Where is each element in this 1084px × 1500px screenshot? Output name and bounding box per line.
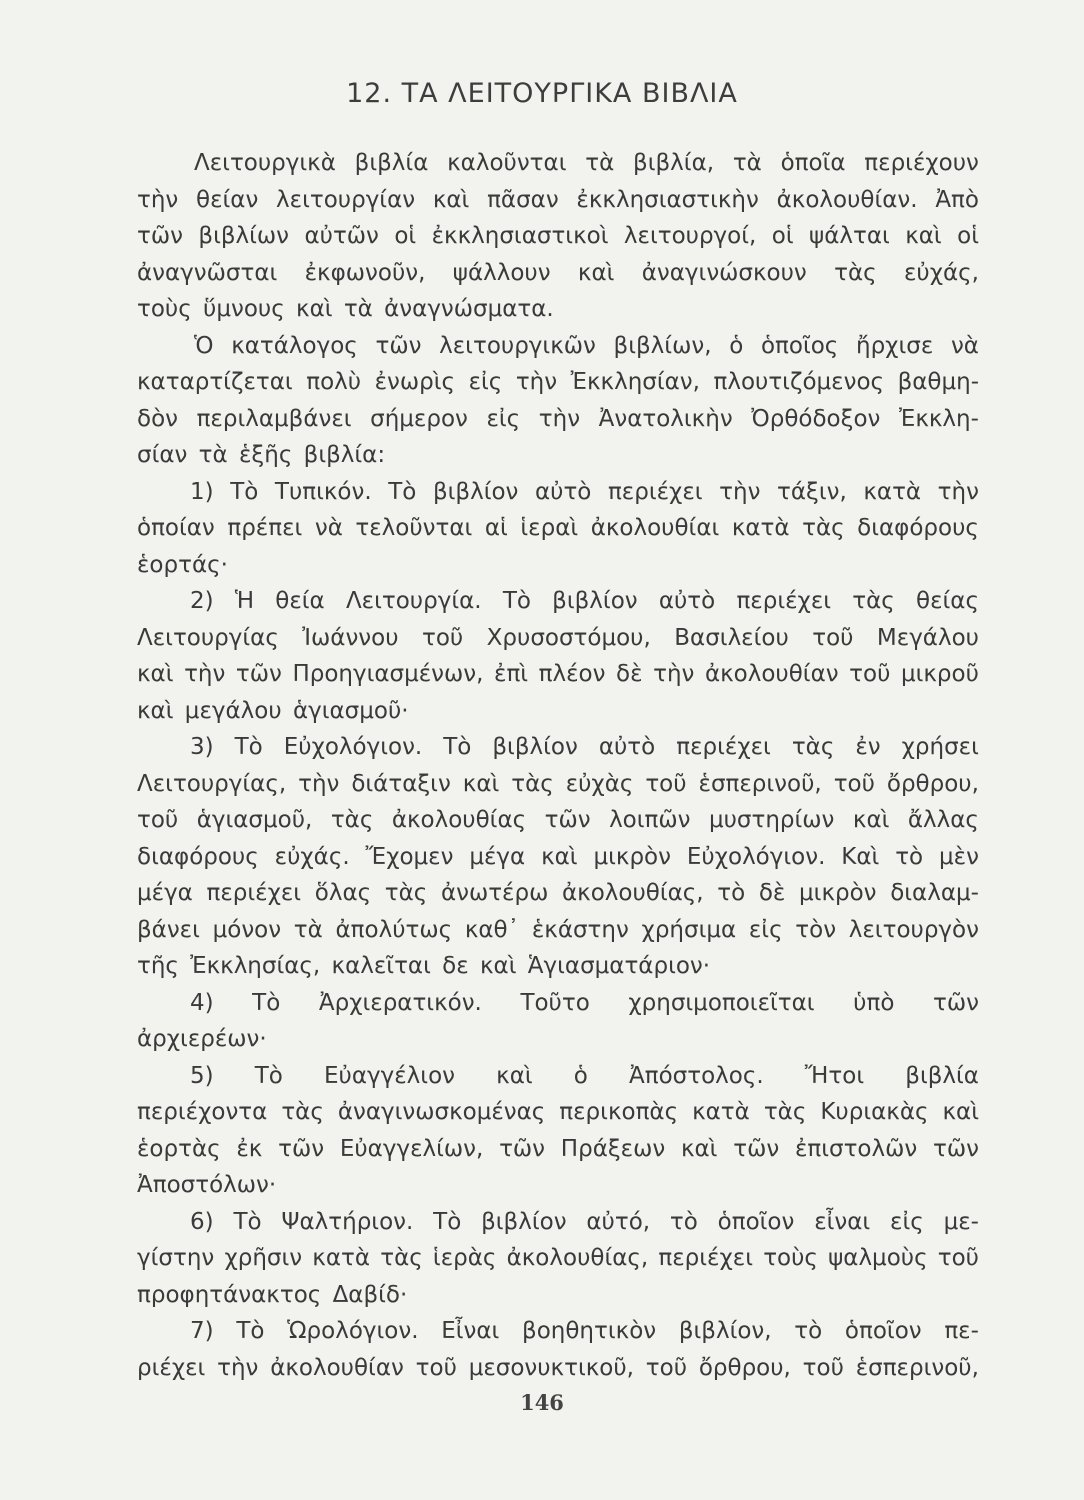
text-line: ἀρχιερέων· (137, 1026, 267, 1052)
text-line: ριέχει τὴν ἀκολουθίαν τοῦ μεσονυκτικοῦ, τοῦ ὄρθρου, τοῦ ἑσπερινοῦ, (137, 1354, 979, 1381)
text-line: καὶ τὴν τῶν Προηγιασμένων, ἐπὶ πλέον δὲ τὴν ἀκολουθίαν τοῦ μικροῦ (137, 661, 979, 687)
text-line: γίστην χρῆσιν κατὰ τὰς ἱερὰς ἀκολουθίας, περιέχει τοὺς ψαλμοὺς τοῦ (137, 1245, 979, 1271)
text-line: δὸν περιλαμβάνει σήμερον εἰς τὴν Ἀνατολικὴν Ὀρθόδοξον Ἐκκλη- (137, 405, 979, 432)
text-line: 5) Τὸ Εὐαγγέλιον καὶ ὁ Ἀπόστολος. Ἤτοι βιβλία (190, 1062, 979, 1089)
text-line: 7) Τὸ Ὡρολόγιον. Εἶναι βοηθητικὸν βιβλίον, τὸ ὁποῖον πε- (190, 1318, 979, 1344)
text-line: ὁποίαν πρέπει νὰ τελοῦνται αἱ ἱεραὶ ἀκολουθίαι κατὰ τὰς διαφόρους (137, 515, 979, 541)
text-line: σίαν τὰ ἑξῆς βιβλία: (137, 442, 386, 468)
text-line: προφητάνακτος Δαβίδ· (137, 1281, 408, 1308)
text-line: 6) Τὸ Ψαλτήριον. Τὸ βιβλίον αὐτό, τὸ ὁποῖον εἶναι εἰς με- (190, 1208, 979, 1235)
body-text (137, 145, 979, 1386)
text-line: 1) Τὸ Τυπικόν. Τὸ βιβλίον αὐτὸ περιέχει τὴν τάξιν, κατὰ τὴν (190, 478, 979, 505)
text-line: ἑορτὰς ἐκ τῶν Εὐαγγελίων, τῶν Πράξεων καὶ τῶν ἐπιστολῶν τῶν (137, 1135, 979, 1162)
text-line: βάνει μόνον τὰ ἀπολύτως καθ᾽ ἑκάστην χρήσιμα εἰς τὸν λειτουργὸν (137, 916, 979, 943)
page-number: 146 (520, 1390, 564, 1415)
text-line: μέγα περιέχει ὅλας τὰς ἀνωτέρω ἀκολουθίας, τὸ δὲ μικρὸν διαλαμ- (137, 880, 979, 906)
text-line: 4) Τὸ Ἀρχιερατικόν. Τοῦτο χρησιμοποιεῖται ὑπὸ τῶν (190, 989, 979, 1016)
text-line: Λειτουργίας Ἰωάννου τοῦ Χρυσοστόμου, Βασιλείου τοῦ Μεγάλου (137, 624, 979, 651)
text-line: τοῦ ἁγιασμοῦ, τὰς ἀκολουθίας τῶν λοιπῶν μυστηρίων καὶ ἄλλας (137, 807, 979, 833)
text-line: καταρτίζεται πολὺ ἐνωρὶς εἰς τὴν Ἐκκλησίαν, πλουτιζόμενος βαθμη- (137, 369, 979, 395)
text-line: Ἀποστόλων· (137, 1172, 277, 1198)
text-line: περιέχοντα τὰς ἀναγινωσκομένας περικοπὰς κατὰ τὰς Κυριακὰς καὶ (137, 1099, 979, 1125)
text-line: Λειτουργικὰ βιβλία καλοῦνται τὰ βιβλία, τὰ ὁποῖα περιέχουν (194, 150, 979, 176)
text-line: τὴν θείαν λειτουργίαν καὶ πᾶσαν ἐκκλησιαστικὴν ἀκολουθίαν. Ἀπὸ (137, 186, 979, 213)
chapter-title: 12. ΤΑ ΛΕΙΤΟΥΡΓΙΚΑ ΒΙΒΛΙΑ (346, 78, 738, 109)
text-line: καὶ μεγάλου ἁγιασμοῦ· (137, 697, 409, 724)
text-line: 3) Τὸ Εὐχολόγιον. Τὸ βιβλίον αὐτὸ περιέχει τὰς ἐν χρήσει (190, 734, 979, 760)
text-line: διαφόρους εὐχάς. Ἔχομεν μέγα καὶ μικρὸν Εὐχολόγιον. Καὶ τὸ μὲν (137, 843, 979, 870)
text-line: ἀναγνῶσται ἐκφωνοῦν, ψάλλουν καὶ ἀναγινώσκουν τὰς εὐχάς, (137, 259, 979, 286)
text-line: τῶν βιβλίων αὐτῶν οἱ ἐκκλησιαστικοὶ λειτουργοί, οἱ ψάλται καὶ οἱ (137, 223, 979, 249)
text-line: τοὺς ὕμνους καὶ τὰ ἀναγνώσματα. (137, 296, 554, 322)
text-line: Ὁ κατάλογος τῶν λειτουργικῶν βιβλίων, ὁ ὁποῖος ἤρχισε νὰ (194, 332, 979, 359)
text-line: τῆς Ἐκκλησίας, καλεῖται δε καὶ Ἁγιασματάριον· (137, 953, 711, 979)
text-line: Λειτουργίας, τὴν διάταξιν καὶ τὰς εὐχὰς τοῦ ἑσπερινοῦ, τοῦ ὄρθρου, (137, 770, 979, 797)
text-line: ἑορτάς· (137, 551, 228, 578)
text-line: 2) Ἡ θεία Λειτουργία. Τὸ βιβλίον αὐτὸ περιέχει τὰς θείας (190, 588, 979, 614)
